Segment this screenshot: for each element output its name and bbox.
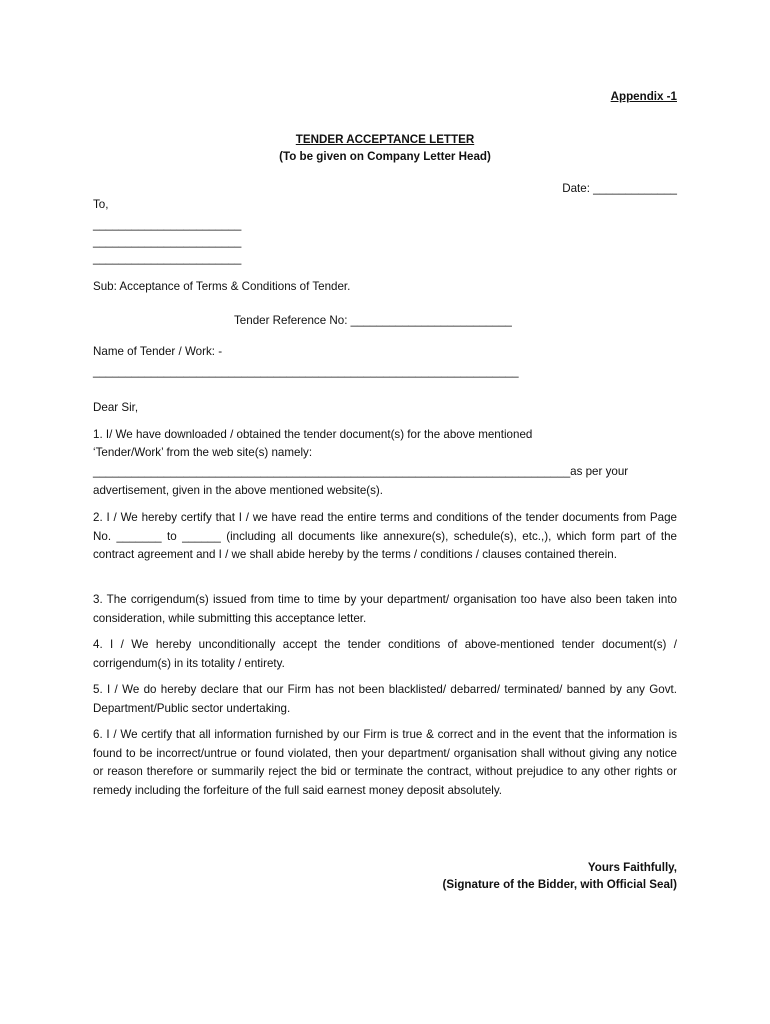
- paragraph-6: 6. I / We certify that all information furnished by our Firm is true & correct and in the event that the information is found to be incorrect/untrue or found violated, then your department/ organisation shall without giving any notice or reason therefore or summarily reject the bid or terminate the contract, without prejudice to any other rights or remedy including the forfeiture of the full said earnest money deposit absolutely.: [93, 728, 677, 797]
- salutation: Dear Sir,: [93, 401, 139, 414]
- name-of-tender-label: Name of Tender / Work: -: [93, 345, 223, 358]
- paragraph-5: 5. I / We do hereby declare that our Firm has not been blacklisted/ debarred/ terminated/ banned by any Govt. Department/Public sector undertaking.: [93, 683, 677, 715]
- paragraph-4: 4. I / We hereby unconditionally accept the tender conditions of above-mentioned tender document(s) / corrigendum(s) in its totality / entirety.: [93, 638, 677, 670]
- date-line: Date: _____________: [562, 182, 677, 195]
- addressee-to: To,: [93, 198, 109, 211]
- paragraph-1-line-3: __________________________________________________________________________as per your: [93, 465, 629, 478]
- closing-signature: (Signature of the Bidder, with Official Seal): [442, 878, 677, 891]
- paragraph-2: 2. I / We hereby certify that I / we have read the entire terms and conditions of the tender documents from Page No. _______ to ______ (including all documents like annexure(s), schedule(s), etc.,), which form part of the contract agreement and I / we shall abide hereby by the terms / conditions / clauses contained therein.: [93, 511, 677, 562]
- paragraph-1-line-4: advertisement, given in the above mentioned website(s).: [93, 484, 384, 497]
- subject-line: Sub: Acceptance of Terms & Conditions of Tender.: [93, 280, 351, 293]
- name-of-tender-blank: __________________________________________________________________: [93, 365, 519, 378]
- paragraph-1-line-2: ‘Tender/Work’ from the web site(s) namely:: [93, 446, 313, 459]
- closing-yours-faithfully: Yours Faithfully,: [587, 861, 677, 874]
- letter-subtitle: (To be given on Company Letter Head): [279, 150, 491, 163]
- paragraph-1-line-1: 1. I/ We have downloaded / obtained the tender document(s) for the above mentioned: [93, 428, 533, 441]
- addressee-line-1: _______________________: [93, 218, 242, 231]
- addressee-line-2: _______________________: [93, 235, 242, 248]
- tender-reference: Tender Reference No: _________________________: [234, 314, 512, 327]
- paragraph-3: 3. The corrigendum(s) issued from time to time by your department/ organisation too have also been taken into consideration, while submitting this acceptance letter.: [93, 593, 677, 625]
- addressee-line-3: _______________________: [93, 252, 242, 265]
- letter-title: TENDER ACCEPTANCE LETTER: [295, 133, 475, 146]
- appendix-label: Appendix -1: [610, 90, 677, 103]
